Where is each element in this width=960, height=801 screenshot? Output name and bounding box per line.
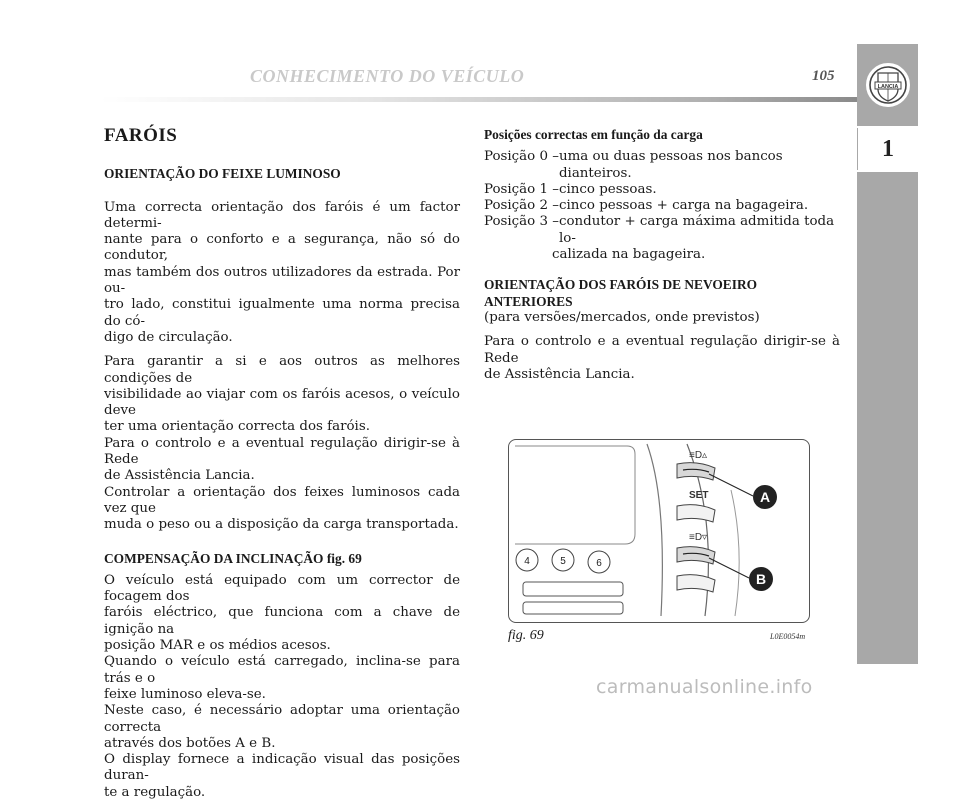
text-line: feixe luminoso eleva-se. — [104, 686, 266, 702]
watermark: carmanualsonline.info — [596, 676, 813, 698]
text-line: de Assistência Lancia. — [104, 468, 255, 484]
lancia-logo-icon — [865, 59, 911, 111]
position-label: Posição 3 – — [484, 214, 559, 230]
side-tab-strip — [857, 172, 918, 664]
position-text: uma ou duas pessoas nos bancos dianteiros. — [558, 149, 783, 181]
fog-paragraph — [484, 334, 840, 383]
compensation-paragraph — [104, 573, 460, 801]
text-line: de Assistência Lancia. — [484, 366, 635, 382]
headlight-up-symbol: ≡D▵ — [689, 450, 708, 461]
figure-code: L0E0054m — [770, 632, 806, 641]
chapter-tab — [857, 128, 918, 170]
preset-4-label: 4 — [524, 556, 530, 567]
button-a — [677, 463, 715, 480]
position-label: Posição 1 – — [484, 181, 559, 197]
header-rule — [100, 97, 857, 102]
text-line: O display fornece a indicação visual das posições duran- — [104, 752, 460, 784]
preset-5-label: 5 — [560, 556, 566, 567]
dashboard-illustration — [509, 440, 808, 621]
text-line: Neste caso, é necessário adoptar uma orientação correcta — [104, 703, 460, 735]
callout-b-label: B — [755, 571, 767, 587]
position-continuation: calizada na bagageira. — [552, 247, 706, 263]
compensation-heading: COMPENSAÇÃO DA INCLINAÇÃO fig. 69 — [104, 550, 362, 566]
position-item — [484, 214, 840, 247]
text-line: Para o controlo e a eventual regulação dirigir-se à Rede — [484, 334, 840, 366]
text-line: Uma correcta orientação dos faróis é um factor determi- — [104, 199, 460, 231]
text-line: Para garantir a si e aos outros as melhores condições de — [104, 354, 460, 386]
position-text: cinco pessoas. — [558, 181, 657, 197]
running-header-title: CONHECIMENTO DO VEÍCULO — [250, 66, 525, 86]
figure-caption: fig. 69 — [508, 628, 544, 643]
left-column — [104, 125, 460, 801]
section-title: FARÓIS — [104, 125, 178, 146]
orientation-heading: ORIENTAÇÃO DO FEIXE LUMINOSO — [104, 166, 341, 182]
text-line: através dos botões A e B. — [104, 735, 276, 751]
text-line: muda o peso ou a disposição da carga transportada. — [104, 517, 459, 533]
chapter-number: 1 — [882, 135, 894, 162]
text-line: Quando o veículo está carregado, inclina-se para trás e o — [104, 654, 460, 686]
text-line: posição MAR e os médios acesos. — [104, 638, 331, 654]
positions-list — [484, 149, 840, 263]
fog-heading — [484, 277, 840, 310]
position-item — [484, 198, 840, 214]
text-line: Controlar a orientação dos feixes luminosos cada vez que — [104, 484, 460, 516]
button-b — [677, 547, 715, 564]
text-line: nante para o conforto e a segurança, não só do condutor, — [104, 232, 460, 264]
figure-69 — [508, 439, 810, 623]
side-tab-logo — [857, 44, 918, 126]
text-line: ter uma orientação correcta dos faróis. — [104, 419, 370, 435]
set-label: SET — [689, 490, 709, 501]
text-line: tro lado, constitui igualmente uma norma precisa do có- — [104, 297, 460, 329]
position-label: Posição 0 – — [484, 149, 559, 165]
headlight-down-symbol: ≡D▿ — [689, 532, 708, 543]
text-line: visibilidade ao viajar com os faróis acesos, o veículo deve — [104, 386, 460, 419]
text-line: Para o controlo e a eventual regulação dirigir-se à Rede — [104, 435, 460, 468]
positions-heading: Posições correctas em função da carga — [484, 127, 703, 142]
text-line: O veículo está equipado com um corrector de focagem dos — [104, 572, 460, 605]
position-text: cinco pessoas + carga na bagageira. — [558, 198, 809, 214]
position-label: Posição 2 – — [484, 198, 559, 214]
text-line: digo de circulação. — [104, 329, 233, 345]
fog-note: (para versões/mercados, onde previstos) — [484, 309, 760, 325]
text-line: te a regulação. — [104, 784, 206, 800]
position-item — [484, 182, 840, 198]
logo-text: LANCIA — [877, 84, 898, 90]
orientation-paragraph-2 — [104, 354, 460, 533]
preset-6-label: 6 — [596, 558, 602, 569]
orientation-paragraph-1 — [104, 200, 460, 347]
text-line: ANTERIORES — [484, 293, 573, 309]
position-text: condutor + carga máxima admitida toda lo- — [558, 214, 835, 246]
callout-a-label: A — [759, 489, 771, 505]
position-item — [484, 149, 840, 182]
right-column — [484, 127, 840, 383]
text-line: faróis eléctrico, que funciona com a chave de ignição na — [104, 605, 460, 637]
text-line: mas também dos outros utilizadores da estrada. Por ou- — [104, 264, 460, 297]
page-number: 105 — [812, 68, 835, 84]
text-line: ORIENTAÇÃO DOS FARÓIS DE NEVOEIRO — [484, 277, 758, 293]
